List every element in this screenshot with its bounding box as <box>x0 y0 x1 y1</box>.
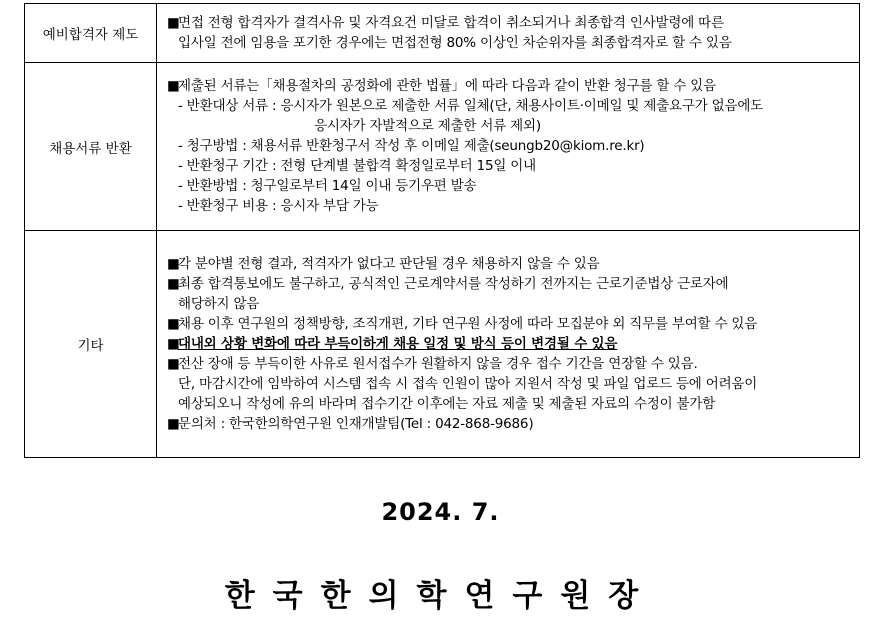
organization-signature: 한국한의학연구원장 <box>224 578 657 614</box>
content-line <box>167 334 859 354</box>
content-line: - 청구방법 : 채용서류 반환청구서 작성 후 이메일 제출(seungb20@kiom.re.kr) <box>178 138 645 154</box>
table-row-document-return <box>25 63 860 231</box>
content-line <box>167 76 859 96</box>
bullet-square-icon: ■ <box>167 315 180 332</box>
bullet-square-icon: ■ <box>167 14 180 31</box>
line-text: 면접 전형 합격자가 결격사유 및 자격요건 미달로 합격이 취소되거나 최종합격 인사발령에 따른 <box>178 14 724 31</box>
content-line: - 반환청구 기간 : 전형 단계별 불합격 확정일로부터 15일 이내 <box>178 158 536 174</box>
table-row-other <box>25 231 860 458</box>
content-line: - 반환방법 : 청구일로부터 14일 이내 등기우편 발송 <box>178 178 477 194</box>
bullet-square-icon: ■ <box>167 275 180 292</box>
content-line <box>167 314 859 334</box>
row-content <box>157 4 860 63</box>
content-line <box>167 13 859 33</box>
content-line <box>167 274 859 294</box>
line-text: 전산 장애 등 부득이한 사유로 원서접수가 원활하지 않을 경우 접수 기간을 연장할 수 있음. <box>178 355 698 372</box>
content-line: 응시자가 자발적으로 제출한 서류 제외) <box>314 118 541 134</box>
line-text: 제출된 서류는「채용절차의 공정화에 관한 법률」에 따라 다음과 같이 반환 청구를 할 수 있음 <box>178 78 716 94</box>
row-label: 기타 <box>25 231 157 458</box>
content-line: 해당하지 않음 <box>178 295 260 312</box>
bullet-square-icon: ■ <box>167 255 180 272</box>
bullet-square-icon: ■ <box>167 78 180 94</box>
info-table <box>24 3 860 458</box>
content-line: 입사일 전에 임용을 포기한 경우에는 면접전형 80% 이상인 차순위자를 최종합격자로 할 수 있음 <box>178 34 732 51</box>
content-line: - 반환청구 비용 : 응시자 부담 가능 <box>178 198 379 214</box>
row-content <box>157 231 860 458</box>
line-text: 문의처 : 한국한의학연구원 인재개발팀(Tel : 042-868-9686) <box>178 415 534 432</box>
bullet-square-icon: ■ <box>167 355 180 372</box>
content-line: 예상되오니 작성에 유의 바라며 접수기간 이후에는 자료 제출 및 제출된 자료의 수정이 불가함 <box>178 395 716 412</box>
bullet-square-icon: ■ <box>167 335 180 352</box>
row-label: 예비합격자 제도 <box>25 4 157 63</box>
bullet-square-icon: ■ <box>167 415 180 432</box>
content-line: - 반환대상 서류 : 응시자가 원본으로 제출한 서류 일체(단, 채용사이트·이메일 및 제출요구가 없음에도 <box>178 98 764 114</box>
row-label: 채용서류 반환 <box>25 63 157 231</box>
line-text: 각 분야별 전형 결과, 적격자가 없다고 판단될 경우 채용하지 않을 수 있음 <box>178 255 600 272</box>
line-text: 채용 이후 연구원의 정책방향, 조직개편, 기타 연구원 사정에 따라 모집분야 외 직무를 부여할 수 있음 <box>178 315 758 332</box>
content-line <box>167 254 859 274</box>
content-line <box>167 354 859 374</box>
line-text: 최종 합격통보에도 불구하고, 공식적인 근로계약서를 작성하기 전까지는 근로기준법상 근로자에 <box>178 275 729 292</box>
announcement-date: 2024. 7. <box>381 498 500 526</box>
content-line <box>167 414 859 434</box>
emphasized-notice-text: 대내외 상황 변화에 따라 부득이하게 채용 일정 및 방식 등이 변경될 수 있음 <box>178 335 618 352</box>
table-row-reserve-candidate <box>25 4 860 63</box>
row-content <box>157 63 860 231</box>
content-line: 단, 마감시간에 임박하여 시스템 접속 시 접속 인원이 많아 지원서 작성 및 파일 업로드 등에 어려움이 <box>178 375 758 392</box>
